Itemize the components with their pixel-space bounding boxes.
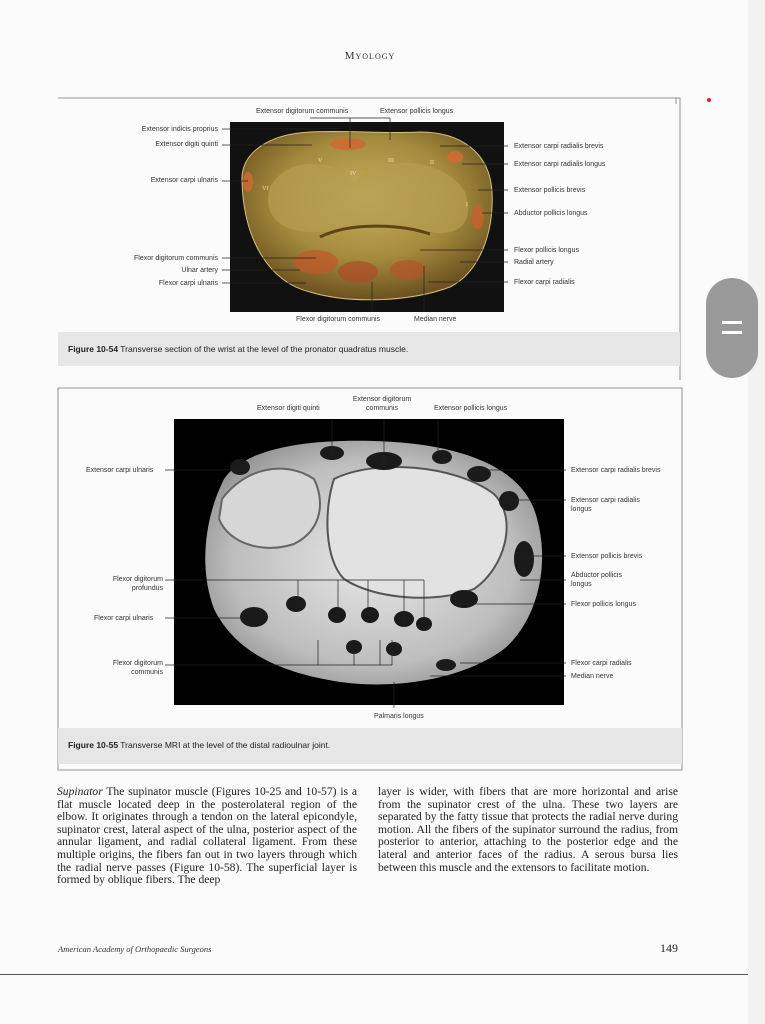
fig55-label-top-1-text: Extensor digitorum communis bbox=[352, 396, 412, 412]
fig55-label-left-3 bbox=[96, 659, 163, 677]
fig55-label-left-1 bbox=[96, 575, 163, 593]
section-heading-supinator: Supinator bbox=[57, 785, 103, 798]
running-head: Myology bbox=[344, 50, 396, 62]
fig55-label-right-1 bbox=[571, 496, 659, 514]
fig54-compartment-iii: III bbox=[388, 158, 394, 164]
fig55-label-right-1-text: Extensor carpi radialis longus bbox=[571, 497, 640, 513]
fig54-label-right-6: Flexor carpi radialis bbox=[514, 279, 575, 286]
fig55-label-right-4: Flexor pollicis longus bbox=[571, 601, 636, 608]
fig54-compartment-vi: VI bbox=[262, 186, 269, 192]
fig55-caption-number: Figure 10-55 bbox=[68, 740, 119, 750]
fig55-label-left-0: Extensor carpi ulnaris bbox=[86, 467, 154, 474]
scroll-handle-grip-bottom bbox=[722, 331, 742, 334]
body-column-right bbox=[378, 786, 678, 874]
fig54-label-right-4: Flexor pollicis longus bbox=[514, 247, 579, 254]
fig55-label-left-3-text: Flexor digitorum communis bbox=[112, 660, 163, 676]
fig55-label-right-3-text: Abductor pollicis longus bbox=[571, 572, 622, 588]
fig55-label-bottom-0: Palmaris longus bbox=[374, 713, 424, 720]
fig54-label-bottom-0: Flexor digitorum communis bbox=[296, 316, 381, 323]
fig54-label-right-5: Radial artery bbox=[514, 259, 554, 266]
body-text-right: layer is wider, with fibers that are more horizontal and arise from the supinator crest of the ulna. These two layers are separated by the fatty tissue that protects the radial nerve during motion. All the fibers of the supinator surround the radius, from posterior to anterior, attaching to the posterior edge and the lateral and anterior faces of the radius. A serous bursa lies between this muscle and the extensors to facilitate motion. bbox=[378, 785, 678, 874]
body-text-left: The supinator muscle (Figures 10-25 and 10-57) is a flat muscle located deep in the posterolateral region of the elbow. It originates through a tendon on the lateral epicondyle, supinator crest, lateral aspect of the ulna, posterior aspect of the annular ligament, and radial collateral ligament. From these multiple origins, the fibers fan out in two layers through which the radial nerve passes (Figure 10-58). The superficial layer is formed by oblique fibers. The deep bbox=[57, 785, 357, 887]
fig55-label-left-2: Flexor carpi ulnaris bbox=[94, 615, 154, 622]
fig54-label-left-0: Extensor indicis proprius bbox=[141, 126, 218, 133]
fig54-label-left-1: Extensor digiti quinti bbox=[155, 141, 218, 148]
fig54-label-left-2: Extensor carpi ulnaris bbox=[150, 177, 218, 184]
fig55-label-right-2: Extensor pollicis brevis bbox=[571, 553, 643, 560]
fig54-caption-number: Figure 10-54 bbox=[68, 344, 119, 354]
footer-publisher: American Academy of Orthopaedic Surgeons bbox=[58, 944, 212, 954]
fig54-label-left-5: Flexor carpi ulnaris bbox=[158, 280, 218, 287]
fig55-caption bbox=[68, 740, 330, 750]
fig54-label-left-4: Ulnar artery bbox=[181, 267, 218, 274]
fig54-compartment-iv: IV bbox=[350, 171, 357, 177]
fig55-label-right-5: Flexor carpi radialis bbox=[571, 660, 632, 667]
fig55-label-left-1-text: Flexor digitorum profundus bbox=[112, 576, 163, 592]
scroll-handle-grip-top bbox=[722, 321, 742, 324]
fig54-label-top-1: Extensor pollicis longus bbox=[380, 108, 454, 115]
fig55-label-top-0: Extensor digiti quinti bbox=[257, 405, 320, 412]
fig54-label-right-1: Extensor carpi radialis longus bbox=[514, 161, 606, 168]
page-number: 149 bbox=[660, 941, 678, 955]
fig54-label-right-2: Extensor pollicis brevis bbox=[514, 187, 586, 194]
fig54-label-left-3: Flexor digitorum communis bbox=[133, 255, 218, 262]
body-column-left bbox=[57, 786, 357, 887]
fig55-caption-text: Transverse MRI at the level of the distal radioulnar joint. bbox=[120, 740, 331, 750]
footer-divider bbox=[0, 974, 748, 975]
fig54-compartment-i: I bbox=[466, 202, 468, 208]
annotation-dot bbox=[707, 98, 711, 102]
fig55-label-top-2: Extensor pollicis longus bbox=[434, 405, 508, 412]
fig54-label-bottom-1: Median nerve bbox=[414, 316, 457, 323]
fig54-compartment-ii: II bbox=[430, 160, 434, 166]
fig55-label-right-0 bbox=[571, 466, 661, 475]
fig55-label-right-3 bbox=[571, 571, 641, 589]
fig54-compartment-v: V bbox=[318, 158, 323, 164]
fig55-label-top-1 bbox=[346, 395, 418, 413]
fig54-label-top-0: Extensor digitorum communis bbox=[256, 108, 349, 115]
scroll-handle[interactable] bbox=[706, 278, 758, 378]
fig55-label-right-6: Median nerve bbox=[571, 673, 614, 680]
fig55-label-right-0-text: Extensor carpi radialis brevis bbox=[571, 467, 661, 474]
fig54-label-right-3: Abductor pollicis longus bbox=[514, 210, 588, 217]
fig54-caption-text: Transverse section of the wrist at the level of the pronator quadratus muscle. bbox=[120, 344, 409, 354]
fig54-label-right-0: Extensor carpi radialis brevis bbox=[514, 143, 604, 150]
